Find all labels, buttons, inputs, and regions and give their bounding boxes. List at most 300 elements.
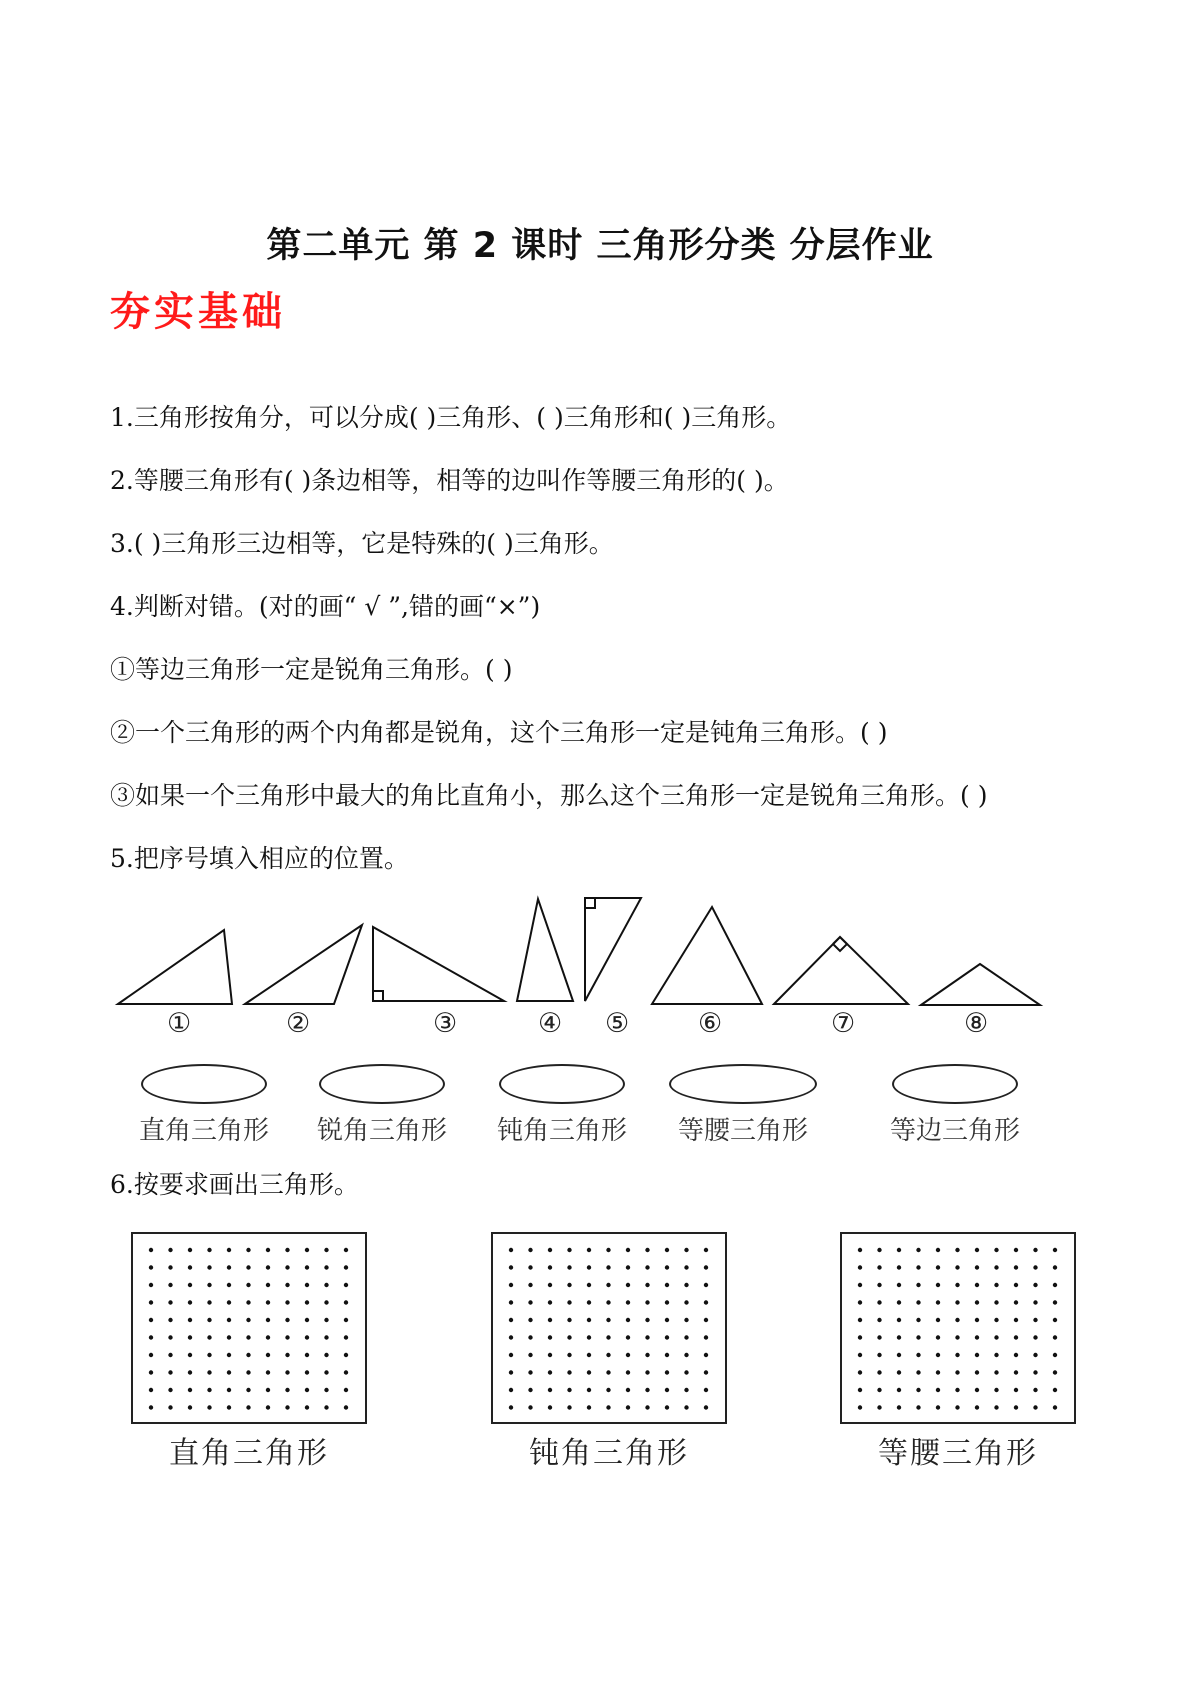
grid-label-obtuse: 钝角三角形 [529, 1436, 689, 1471]
grid-dot [509, 1283, 513, 1287]
right-angle-mark-3 [373, 991, 383, 1001]
grid-dot [587, 1405, 591, 1409]
grid-dot [955, 1353, 959, 1357]
grid-dot [1053, 1265, 1057, 1269]
grid-dot [168, 1353, 172, 1357]
grid-dot [994, 1283, 998, 1287]
grid-dot [665, 1248, 669, 1252]
grid-dot [665, 1370, 669, 1374]
grid-dot [858, 1318, 862, 1322]
shape-label-5: ⑤ [605, 1008, 630, 1039]
grid-dot [645, 1335, 649, 1339]
grid-dot [188, 1248, 192, 1252]
grid-dot [606, 1248, 610, 1252]
grid-dot [528, 1353, 532, 1357]
grid-dot [285, 1353, 289, 1357]
grid-dot [168, 1405, 172, 1409]
grid-dot [528, 1265, 532, 1269]
grid-dot [246, 1248, 250, 1252]
grid-dot [1014, 1353, 1018, 1357]
grid-dot [509, 1370, 513, 1374]
grid-dot [324, 1353, 328, 1357]
grid-dot [1053, 1370, 1057, 1374]
grid-dot [645, 1300, 649, 1304]
shape-label-8: ⑧ [964, 1008, 989, 1039]
grid-dot [704, 1283, 708, 1287]
grid-dot [684, 1283, 688, 1287]
grid-dot [1033, 1353, 1037, 1357]
grid-dot [645, 1388, 649, 1392]
grid-dot [344, 1370, 348, 1374]
grid-dot [936, 1248, 940, 1252]
grid-dot [344, 1318, 348, 1322]
grid-dot [207, 1300, 211, 1304]
grid-dot [305, 1283, 309, 1287]
grid-dot [704, 1265, 708, 1269]
grid-dot [626, 1300, 630, 1304]
grid-dot [975, 1318, 979, 1322]
grid-dot [207, 1248, 211, 1252]
grid-dot [266, 1405, 270, 1409]
grid-dot [626, 1248, 630, 1252]
grid-dot [994, 1265, 998, 1269]
grid-dot [936, 1353, 940, 1357]
grid-dot [704, 1300, 708, 1304]
grid-dot [1014, 1335, 1018, 1339]
grid-dot [955, 1300, 959, 1304]
grid-label-isosceles: 等腰三角形 [878, 1436, 1038, 1471]
grid-dot [246, 1300, 250, 1304]
grid-dot [936, 1335, 940, 1339]
grid-dot [567, 1300, 571, 1304]
grid-dot [994, 1318, 998, 1322]
grid-dot [528, 1370, 532, 1374]
grid-dot [285, 1265, 289, 1269]
question-4-item-2: ②一个三角形的两个内角都是锐角，这个三角形一定是钝角三角形。( ) [110, 718, 888, 747]
grid-dot [149, 1265, 153, 1269]
grid-dot [858, 1248, 862, 1252]
grid-dot [548, 1300, 552, 1304]
grid-dot [246, 1370, 250, 1374]
triangle-1 [118, 930, 232, 1004]
grid-dot [587, 1335, 591, 1339]
grid-dot [149, 1283, 153, 1287]
shape-label-3: ③ [433, 1008, 458, 1039]
grid-dot [1014, 1300, 1018, 1304]
grid-dot [344, 1335, 348, 1339]
grid-dot [285, 1388, 289, 1392]
grid-dot [227, 1388, 231, 1392]
grid-dot [877, 1353, 881, 1357]
right-angle-mark-7 [833, 937, 847, 951]
grid-dot [285, 1335, 289, 1339]
grid-dot [567, 1370, 571, 1374]
grid-dot [305, 1300, 309, 1304]
grid-dot [916, 1370, 920, 1374]
grid-dot [994, 1300, 998, 1304]
shape-label-4: ④ [538, 1008, 563, 1039]
grid-dot [344, 1300, 348, 1304]
grid-dot [587, 1370, 591, 1374]
grid-dot [858, 1353, 862, 1357]
grid-dot [645, 1283, 649, 1287]
grid-dot [1033, 1335, 1037, 1339]
grid-dot [168, 1248, 172, 1252]
grid-dot [528, 1300, 532, 1304]
grid-dot [587, 1388, 591, 1392]
grid-dot [344, 1248, 348, 1252]
grid-dot [207, 1335, 211, 1339]
grid-dot [305, 1388, 309, 1392]
grid-dot [246, 1335, 250, 1339]
grid-dot [509, 1353, 513, 1357]
triangle-5 [585, 898, 641, 1001]
grid-dot [606, 1283, 610, 1287]
grid-dot [344, 1353, 348, 1357]
grid-dot [858, 1300, 862, 1304]
grid-dot [877, 1265, 881, 1269]
grid-dot [246, 1283, 250, 1287]
grid-dot [266, 1353, 270, 1357]
grid-dot [246, 1318, 250, 1322]
grid-dot [606, 1335, 610, 1339]
grid-dot [246, 1353, 250, 1357]
grid-dot [936, 1283, 940, 1287]
grid-dot [955, 1318, 959, 1322]
grid-dot [305, 1265, 309, 1269]
grid-dot [528, 1388, 532, 1392]
grid-dot [936, 1300, 940, 1304]
answer-oval-isosceles[interactable] [669, 1064, 817, 1104]
grid-dot [207, 1353, 211, 1357]
grid-dot [955, 1405, 959, 1409]
grid-dot [227, 1353, 231, 1357]
grid-dot [994, 1353, 998, 1357]
grid-dot [509, 1318, 513, 1322]
triangle-2 [245, 925, 362, 1004]
grid-dot [858, 1388, 862, 1392]
grid-dot [509, 1248, 513, 1252]
grid-dot [509, 1265, 513, 1269]
grid-dot [188, 1405, 192, 1409]
grid-dot [975, 1265, 979, 1269]
grid-dot [877, 1248, 881, 1252]
grid-dot [587, 1300, 591, 1304]
grid-dot [626, 1405, 630, 1409]
grid-dot [994, 1335, 998, 1339]
grid-dot [587, 1318, 591, 1322]
grid-dot [266, 1265, 270, 1269]
grid-dot [509, 1335, 513, 1339]
grid-dot [975, 1283, 979, 1287]
grid-dot [207, 1265, 211, 1269]
grid-dot [704, 1248, 708, 1252]
answer-oval-acute[interactable] [319, 1064, 445, 1104]
grid-dot [1053, 1405, 1057, 1409]
grid-dot [936, 1265, 940, 1269]
grid-dot [1014, 1370, 1018, 1374]
dot-grid-3[interactable] [840, 1232, 1076, 1424]
grid-dot [665, 1353, 669, 1357]
grid-dot [1033, 1283, 1037, 1287]
grid-dot [645, 1318, 649, 1322]
grid-dot [704, 1388, 708, 1392]
grid-dot [227, 1370, 231, 1374]
grid-dot [1033, 1388, 1037, 1392]
triangle-6 [652, 907, 762, 1004]
question-6: 6.按要求画出三角形。 [110, 1170, 359, 1199]
grid-dot [897, 1283, 901, 1287]
shape-label-7: ⑦ [831, 1008, 856, 1039]
grid-dot [587, 1283, 591, 1287]
category-label-equilateral: 等边三角形 [889, 1116, 1020, 1146]
grid-dot [285, 1370, 289, 1374]
grid-dot [626, 1318, 630, 1322]
grid-dot [1033, 1405, 1037, 1409]
right-angle-mark-5 [585, 898, 595, 908]
category-label-right: 直角三角形 [138, 1116, 269, 1146]
grid-dot [975, 1335, 979, 1339]
grid-dot [168, 1370, 172, 1374]
grid-dot [149, 1248, 153, 1252]
grid-dot [188, 1318, 192, 1322]
grid-dot [877, 1335, 881, 1339]
grid-dot [324, 1300, 328, 1304]
grid-dot [567, 1318, 571, 1322]
grid-label-right: 直角三角形 [169, 1436, 329, 1471]
grid-dot [548, 1318, 552, 1322]
grid-dot [975, 1300, 979, 1304]
grid-dot [528, 1283, 532, 1287]
grid-dot [916, 1318, 920, 1322]
grid-dot [626, 1353, 630, 1357]
grid-dot [324, 1318, 328, 1322]
grid-dot [606, 1370, 610, 1374]
grid-dot [246, 1265, 250, 1269]
grid-dot [1033, 1300, 1037, 1304]
grid-dot [606, 1353, 610, 1357]
grid-dot [606, 1318, 610, 1322]
grid-dot [324, 1283, 328, 1287]
grid-dot [994, 1388, 998, 1392]
grid-dot [704, 1353, 708, 1357]
grid-dot [877, 1283, 881, 1287]
grid-dot [955, 1283, 959, 1287]
grid-dot [1033, 1370, 1037, 1374]
grid-dot [149, 1353, 153, 1357]
grid-dot [168, 1300, 172, 1304]
grid-dot [168, 1283, 172, 1287]
grid-dot [645, 1265, 649, 1269]
grid-dot [877, 1388, 881, 1392]
grid-dot [897, 1370, 901, 1374]
grid-dot [528, 1318, 532, 1322]
grid-dot [227, 1405, 231, 1409]
grid-dot [324, 1388, 328, 1392]
grid-dot [916, 1300, 920, 1304]
grid-dot [266, 1318, 270, 1322]
question-2: 2.等腰三角形有( )条边相等，相等的边叫作等腰三角形的( )。 [110, 466, 789, 495]
grid-dot [285, 1405, 289, 1409]
grid-dot [266, 1335, 270, 1339]
grid-dot [188, 1388, 192, 1392]
category-label-acute: 锐角三角形 [316, 1116, 447, 1146]
grid-dot [684, 1388, 688, 1392]
grid-dot [188, 1283, 192, 1287]
grid-dot [1053, 1388, 1057, 1392]
dot-grid-1[interactable] [131, 1232, 367, 1424]
answer-oval-right[interactable] [141, 1064, 267, 1104]
grid-dot [897, 1388, 901, 1392]
grid-dot [1014, 1405, 1018, 1409]
grid-dot [305, 1335, 309, 1339]
grid-dot [188, 1353, 192, 1357]
grid-dot [528, 1248, 532, 1252]
grid-dot [548, 1405, 552, 1409]
grid-dot [509, 1388, 513, 1392]
grid-dot [858, 1335, 862, 1339]
grid-dot [645, 1405, 649, 1409]
grid-dot [665, 1300, 669, 1304]
grid-dot [665, 1405, 669, 1409]
grid-dot [168, 1388, 172, 1392]
question-4-item-3: ③如果一个三角形中最大的角比直角小，那么这个三角形一定是锐角三角形。( ) [110, 781, 988, 810]
grid-dot [665, 1265, 669, 1269]
grid-dot [606, 1405, 610, 1409]
grid-dot [548, 1283, 552, 1287]
grid-dot [509, 1405, 513, 1409]
triangle-7 [774, 937, 908, 1004]
grid-dot [955, 1370, 959, 1374]
grid-dot [567, 1405, 571, 1409]
grid-dot [207, 1318, 211, 1322]
grid-dot [994, 1405, 998, 1409]
grid-dot [955, 1335, 959, 1339]
grid-dot [305, 1248, 309, 1252]
grid-dot [168, 1265, 172, 1269]
category-label-isosceles: 等腰三角形 [677, 1116, 808, 1146]
grid-dot [246, 1405, 250, 1409]
grid-dot [246, 1388, 250, 1392]
grid-dot [626, 1370, 630, 1374]
grid-dot [877, 1300, 881, 1304]
grid-dot [149, 1300, 153, 1304]
grid-dot [528, 1335, 532, 1339]
grid-dot [1053, 1283, 1057, 1287]
grid-dot [285, 1283, 289, 1287]
grid-dot [266, 1300, 270, 1304]
grid-dot [704, 1405, 708, 1409]
grid-dot [567, 1248, 571, 1252]
grid-dot [684, 1353, 688, 1357]
grid-dot [626, 1335, 630, 1339]
triangle-3 [373, 927, 504, 1001]
grid-dot [994, 1370, 998, 1374]
grid-dot [955, 1265, 959, 1269]
dot-grid-2[interactable] [491, 1232, 727, 1424]
grid-dot [324, 1405, 328, 1409]
question-3: 3.( )三角形三边相等，它是特殊的( )三角形。 [110, 529, 614, 558]
grid-dot [324, 1335, 328, 1339]
grid-dot [665, 1335, 669, 1339]
grid-dot [1053, 1248, 1057, 1252]
question-5: 5.把序号填入相应的位置。 [110, 844, 409, 873]
grid-dot [704, 1370, 708, 1374]
grid-dot [266, 1388, 270, 1392]
grid-dot [548, 1265, 552, 1269]
grid-dot [1014, 1265, 1018, 1269]
grid-dot [548, 1353, 552, 1357]
grid-dot [548, 1248, 552, 1252]
grid-dot [897, 1405, 901, 1409]
grid-dot [994, 1248, 998, 1252]
grid-dot [1053, 1300, 1057, 1304]
grid-dot [626, 1388, 630, 1392]
grid-dot [528, 1405, 532, 1409]
grid-dot [548, 1335, 552, 1339]
grid-dot [188, 1370, 192, 1374]
grid-dot [684, 1248, 688, 1252]
grid-dot [955, 1388, 959, 1392]
grid-dot [858, 1283, 862, 1287]
grid-dot [567, 1265, 571, 1269]
grid-dot [548, 1370, 552, 1374]
grid-dot [877, 1370, 881, 1374]
grid-dot [858, 1265, 862, 1269]
grid-dot [149, 1318, 153, 1322]
grid-dot [704, 1335, 708, 1339]
grid-dot [936, 1388, 940, 1392]
grid-dot [188, 1265, 192, 1269]
grid-dot [227, 1265, 231, 1269]
grid-dot [684, 1405, 688, 1409]
grid-dot [227, 1248, 231, 1252]
grid-dot [916, 1335, 920, 1339]
shape-label-2: ② [286, 1008, 311, 1039]
grid-dot [975, 1370, 979, 1374]
grid-dot [704, 1318, 708, 1322]
grid-dot [975, 1405, 979, 1409]
grid-dot [149, 1405, 153, 1409]
grid-dot [285, 1318, 289, 1322]
grid-dot [897, 1353, 901, 1357]
grid-dot [897, 1335, 901, 1339]
grid-dot [324, 1265, 328, 1269]
answer-oval-equilateral[interactable] [892, 1064, 1018, 1104]
grid-dot [266, 1370, 270, 1374]
grid-dot [188, 1335, 192, 1339]
grid-dot [168, 1318, 172, 1322]
grid-dot [916, 1388, 920, 1392]
answer-oval-obtuse[interactable] [499, 1064, 625, 1104]
grid-dot [858, 1370, 862, 1374]
grid-dot [305, 1370, 309, 1374]
grid-dot [916, 1405, 920, 1409]
grid-dot [324, 1370, 328, 1374]
grid-dot [227, 1283, 231, 1287]
grid-dot [305, 1353, 309, 1357]
grid-dot [916, 1283, 920, 1287]
grid-dot [897, 1318, 901, 1322]
shape-label-6: ⑥ [698, 1008, 723, 1039]
grid-dot [916, 1353, 920, 1357]
grid-dot [149, 1388, 153, 1392]
grid-dot [266, 1283, 270, 1287]
grid-dot [567, 1353, 571, 1357]
grid-dot [665, 1318, 669, 1322]
grid-dot [684, 1335, 688, 1339]
triangle-8 [921, 964, 1040, 1005]
